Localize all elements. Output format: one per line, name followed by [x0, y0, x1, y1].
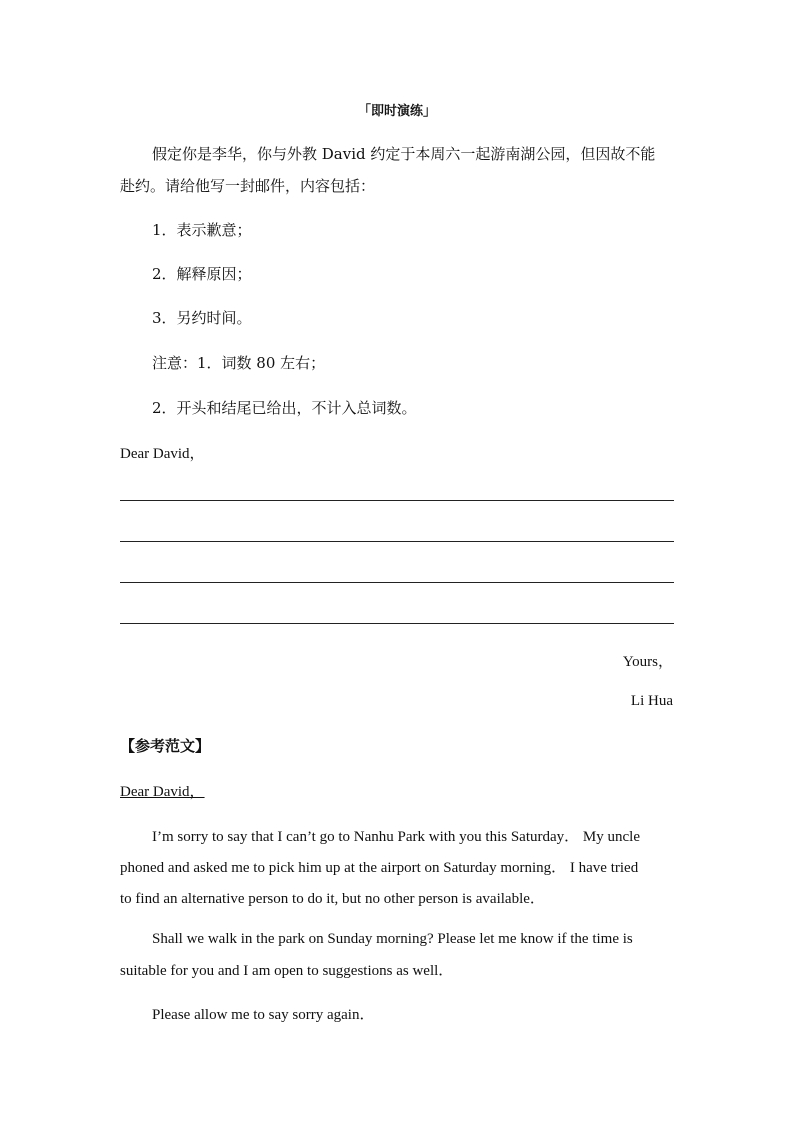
- sample-para1-line3: to find an alternative person to do it, but no other person is available．: [120, 891, 545, 907]
- sample-para3: Please allow me to say sorry again．: [152, 1007, 375, 1023]
- writing-line: [120, 500, 674, 501]
- prompt-note-1: 注意：1．词数 80 左右；: [152, 354, 326, 372]
- writing-line: [120, 582, 674, 583]
- section-heading: 「即时演练」: [357, 104, 436, 119]
- writing-line: [120, 541, 674, 542]
- sample-greeting: Dear David，: [120, 784, 205, 800]
- prompt-item-3: 3．另约时间。: [152, 309, 252, 327]
- sample-para2-line1: Shall we walk in the park on Sunday morning? Please let me know if the time is: [152, 931, 633, 947]
- sample-title: 【参考范文】: [120, 737, 211, 755]
- sample-para2-line2: suitable for you and I am open to suggestions as well．: [120, 963, 454, 979]
- prompt-line-2: 赴约。请给他写一封邮件，内容包括：: [120, 177, 376, 195]
- letter-closing: Yours，: [622, 654, 673, 670]
- sample-para1-line2: phoned and asked me to pick him up at the airport on Saturday morning． I have tried: [120, 860, 639, 876]
- prompt-item-1: 1．表示歉意；: [152, 221, 252, 239]
- prompt-note-2: 2．开头和结尾已给出，不计入总词数。: [152, 399, 417, 417]
- letter-greeting: Dear David，: [120, 446, 205, 462]
- writing-line: [120, 623, 674, 624]
- sample-para1-line1: I’m sorry to say that I can’t go to Nanhu Park with you this Saturday． My uncle: [152, 829, 640, 845]
- letter-signature: Li Hua: [630, 693, 673, 709]
- prompt-line-1: 假定你是李华，你与外教 David 约定于本周六一起游南湖公园，但因故不能: [152, 145, 656, 163]
- prompt-item-2: 2．解释原因；: [152, 265, 252, 283]
